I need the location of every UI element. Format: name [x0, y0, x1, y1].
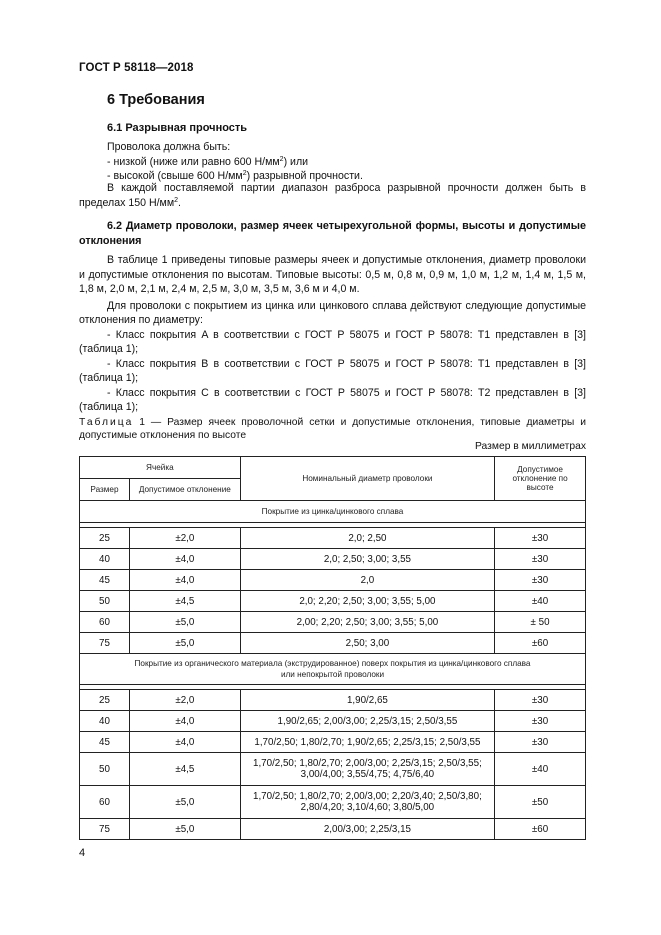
- subsection-title-6-1: 6.1 Разрывная прочность: [107, 122, 248, 134]
- coating-class-a: - Класс покрытия A в соответствии с ГОСТ Р 58075 и ГОСТ Р 58078: T1 представлен в [3] (таблица 1);: [79, 328, 586, 355]
- table-row: 40 ±4,0 2,0; 2,50; 3,00; 3,55 ±30: [80, 549, 586, 570]
- table-row: 40 ±4,0 1,90/2,65; 2,00/3,00; 2,25/3,15; 2,50/3,55 ±30: [80, 711, 586, 732]
- table-row: 50 ±4,5 2,0; 2,20; 2,50; 3,00; 3,55; 5,00 ±40: [80, 591, 586, 612]
- page-number: 4: [79, 847, 86, 859]
- table-units: Размер в миллиметрах: [475, 441, 586, 452]
- mesh-table: [79, 456, 586, 840]
- header-cell: Ячейка: [80, 457, 241, 479]
- table-row: 60 ±5,0 1,70/2,50; 1,80/2,70; 2,00/3,00; 2,20/3,40; 2,50/3,80; 2,80/4,20; 3,10/4,60; 3,80/5,00 ±50: [80, 786, 586, 819]
- header-size: Размер: [80, 479, 130, 501]
- table-row: 60 ±5,0 2,00; 2,20; 2,50; 3,00; 3,55; 5,00 ± 50: [80, 612, 586, 633]
- header-deviation: Допустимое отклонение: [129, 479, 240, 501]
- strength-low: - низкой (ниже или равно 600 $Н/мм^2$) или: [107, 155, 309, 168]
- coating-class-c: - Класс покрытия C в соответствии с ГОСТ Р 58075 и ГОСТ Р 58078: T2 представлен в [3] (таблица 1);: [79, 386, 586, 413]
- document-id: ГОСТ Р 58118—2018: [79, 62, 194, 74]
- strength-text: [107, 140, 585, 184]
- table-row: 75 ±5,0 2,50; 3,00 ±60: [80, 633, 586, 654]
- table-row: 25 ±2,0 1,90/2,65 ±30: [80, 690, 586, 711]
- header-height-deviation: Допустимое отклонение по высоте: [495, 457, 586, 501]
- group-organic: Покрытие из органического материала (экструдированное) поверх покрытия из цинка/цинкового сплава или непокрытой проволоки: [80, 654, 586, 685]
- section-title: 6 Требования: [107, 92, 205, 108]
- coating-class-b: - Класс покрытия B в соответствии с ГОСТ Р 58075 и ГОСТ Р 58078: T1 представлен в [3] (таблица 1);: [79, 357, 586, 384]
- diameter-text: [79, 253, 586, 415]
- table-row: 75 ±5,0 2,00/3,00; 2,25/3,15 ±60: [80, 819, 586, 840]
- table-row: 45 ±4,0 1,70/2,50; 1,80/2,70; 1,90/2,65; 2,25/3,15; 2,50/3,55 ±30: [80, 732, 586, 753]
- subsection-title-6-2: 6.2 Диаметр проволоки, размер ячеек четырехугольной формы, высоты и допустимые отклонения: [79, 220, 586, 247]
- header-diameter: Номинальный диаметр проволоки: [240, 457, 494, 501]
- table-row: 25 ±2,0 2,0; 2,50 ±30: [80, 528, 586, 549]
- strength-range-text: В каждой поставляемой партии диапазон разброса разрывной прочности должен быть в пределах 150 $Н/мм^2$.: [79, 182, 586, 209]
- diameter-para-2: Для проволоки с покрытием из цинка или цинкового сплава действуют следующие допустимые отклонения по диаметру:: [79, 299, 586, 326]
- diameter-para-1: В таблице 1 приведены типовые размеры ячеек и допустимые отклонения, диаметр проволоки и допустимые отклонения по высотам. Типовые высоты: 0,5 м, 0,8 м, 0,9 м, 1,0 м, 1,2 м, 1,4 м, 1,5 м, 1,8 м, 2,0 м, 2,1 м, 2,4 м, 2,5 м, 3,0 м, 3,5 м, 3,6 м и 4,0 м.: [79, 254, 586, 295]
- table-row: 45 ±4,0 2,0 ±30: [80, 570, 586, 591]
- strength-intro: Проволока должна быть:: [107, 141, 231, 153]
- group-zinc: Покрытие из цинка/цинкового сплава: [80, 501, 586, 523]
- table-row: 50 ±4,5 1,70/2,50; 1,80/2,70; 2,00/3,00; 2,25/3,15; 2,50/3,55; 3,00/4,00; 3,55/4,75; 4,75/6,40 ±40: [80, 753, 586, 786]
- strength-high: - высокой (свыше 600 $Н/мм^2$) разрывной прочности.: [107, 170, 363, 182]
- table-caption: Таблица 1 — Размер ячеек проволочной сетки и допустимые отклонения, типовые диаметры и допустимые отклонения по высоте: [79, 417, 586, 441]
